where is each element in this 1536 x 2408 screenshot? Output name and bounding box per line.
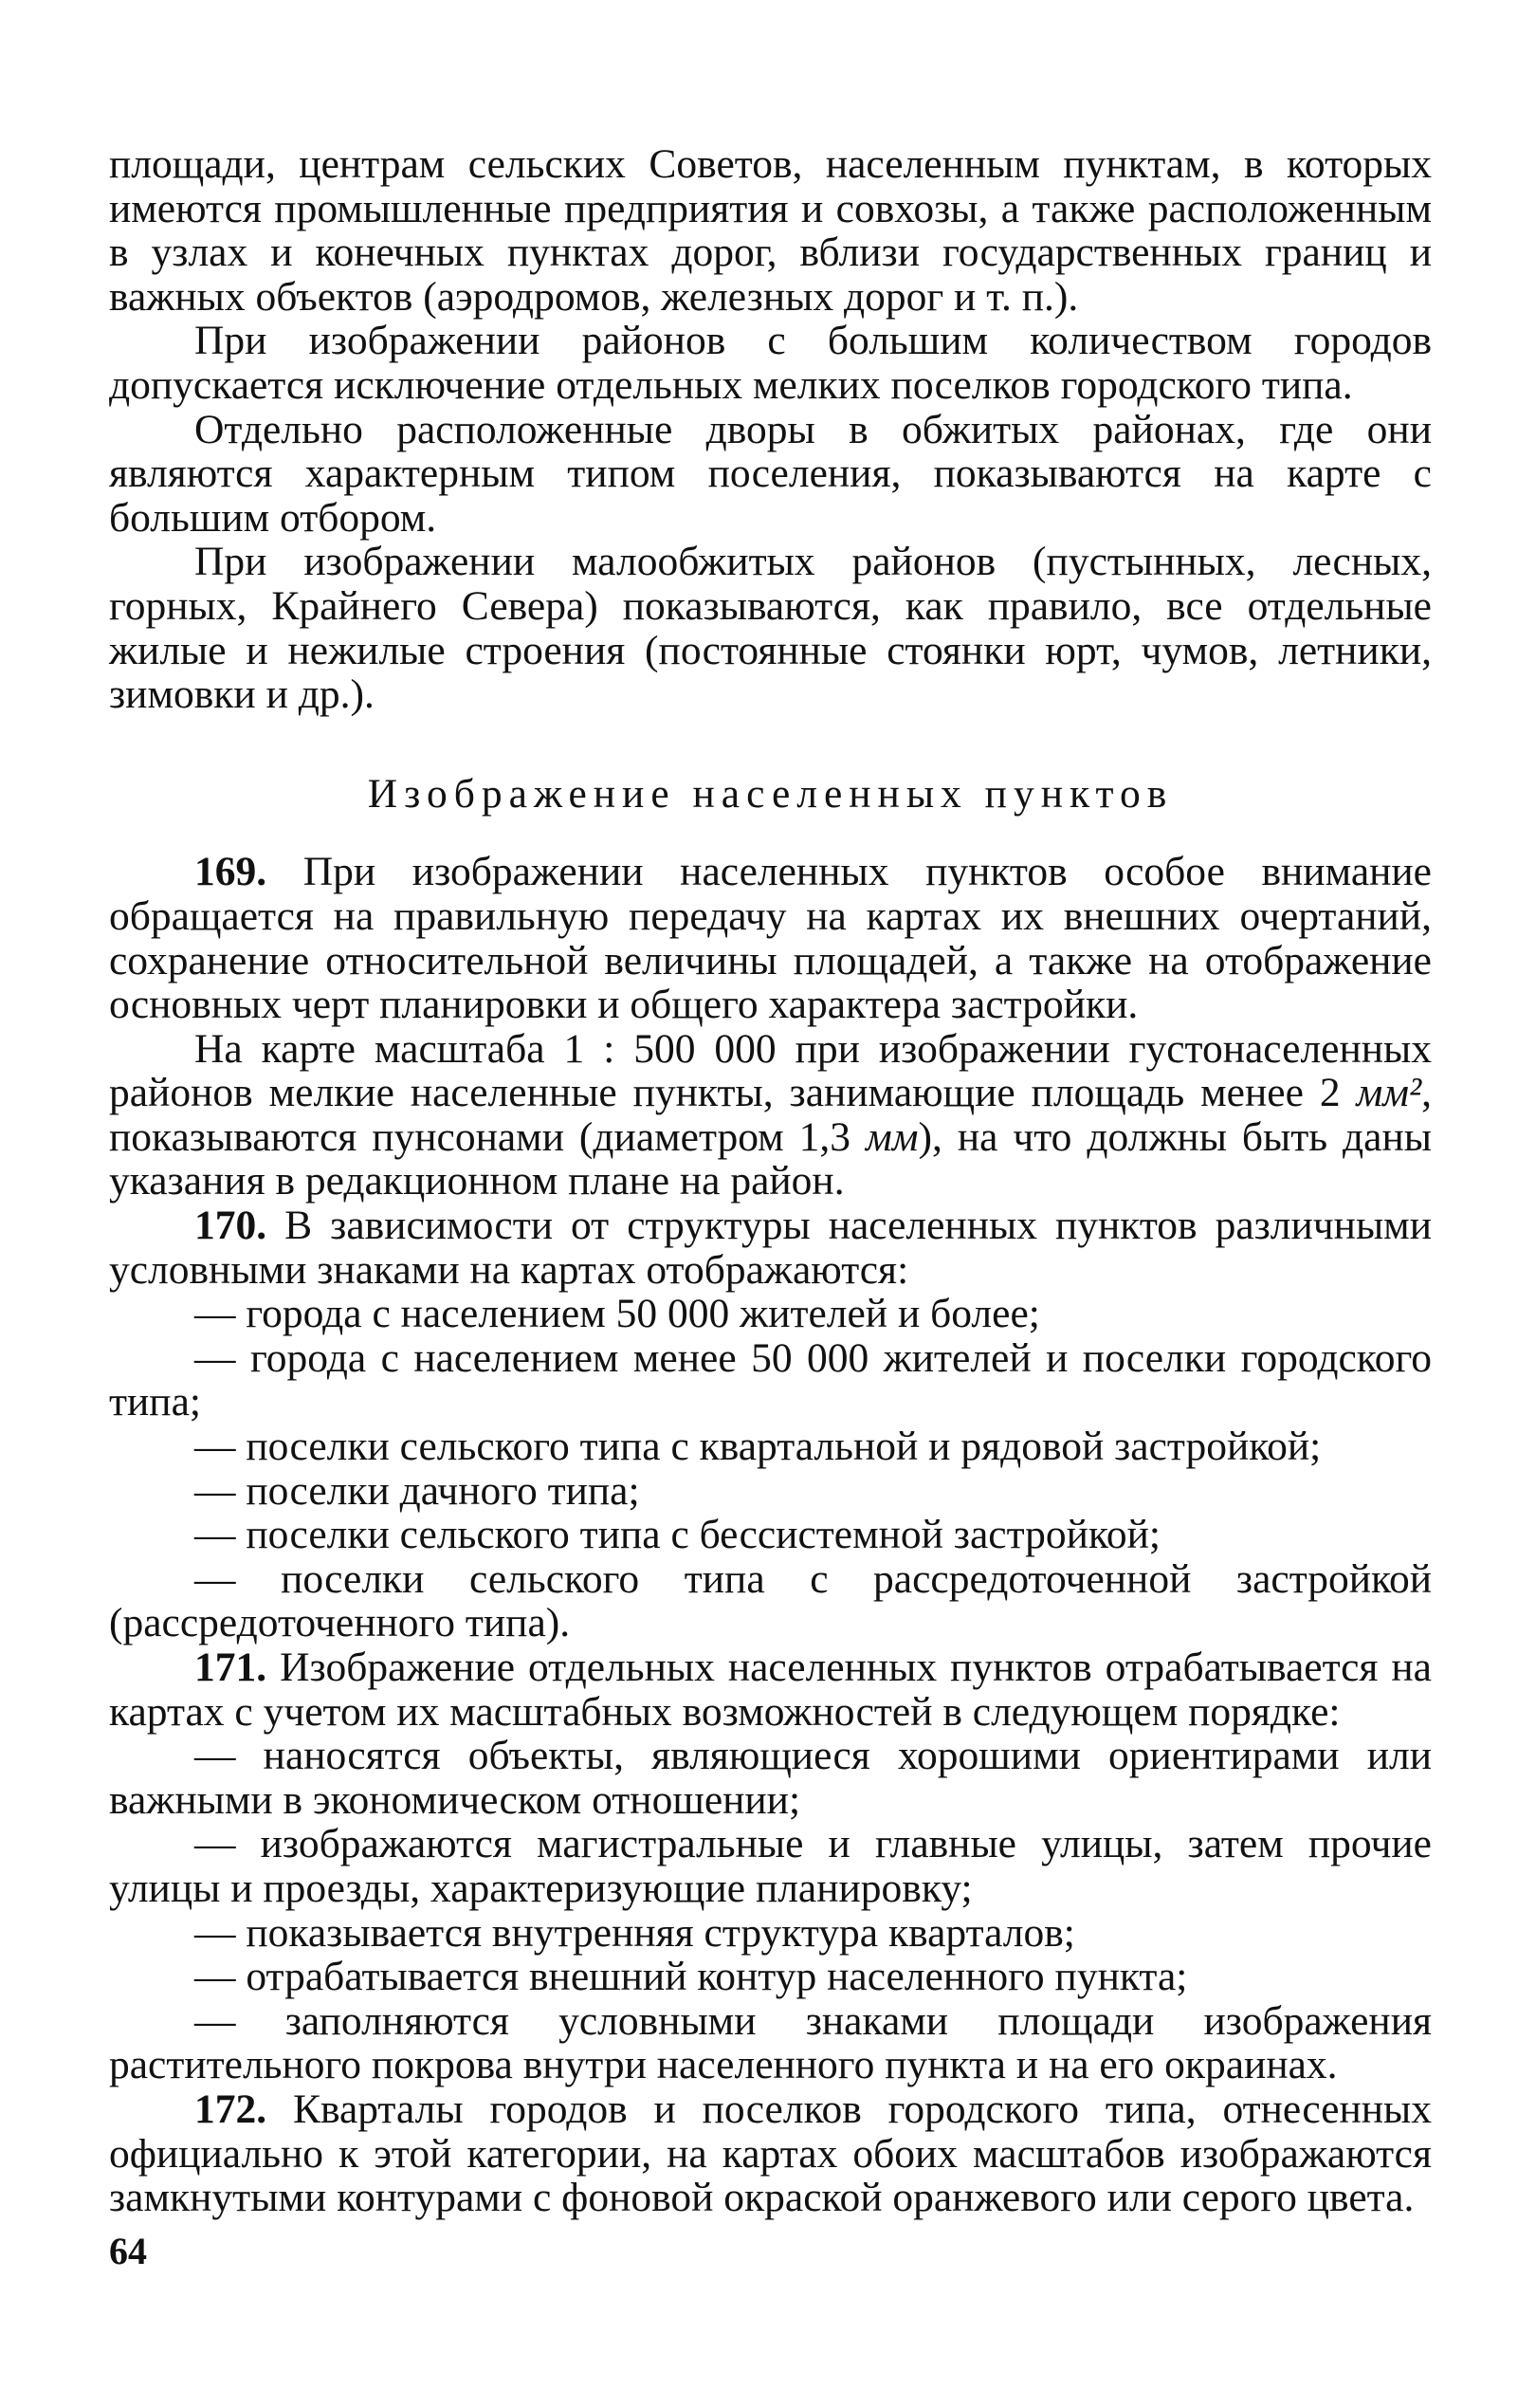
clause-number: 169. bbox=[194, 849, 267, 895]
clause-number: 170. bbox=[194, 1203, 267, 1249]
clause-text: Кварталы городов и поселков городского типа, отнесенных официально к этой категории, на картах обоих масштабов изображаются замкнутыми контурами с фоновой окраской оранжевого или серого цвета. bbox=[109, 2086, 1432, 2221]
list-item: — поселки сельского типа с квартальной и рядовой застройкой; bbox=[194, 1424, 1322, 1470]
list-item: — поселки дачного типа; bbox=[194, 1467, 640, 1514]
section-heading: Изображение населенных пунктов bbox=[367, 770, 1174, 817]
clause-text: В зависимости от структуры населенных пунктов различными условными знаками на картах отображаются: bbox=[109, 1203, 1432, 1293]
paragraph: При изображении районов с большим количеством городов допускается исключение отдельных мелких поселков городского типа. bbox=[109, 318, 1432, 408]
clause-number: 171. bbox=[194, 1645, 267, 1690]
text-run: , показываются пунсонами (диаметром 1,3 bbox=[109, 1070, 1432, 1160]
clause-172 bbox=[109, 2087, 1432, 2220]
list-item: — города с населением 50 000 жителей и более; bbox=[194, 1291, 1040, 1337]
clause-169 bbox=[109, 850, 1432, 1026]
clause-170 bbox=[109, 1204, 1432, 1292]
unit-mm2: мм² bbox=[1356, 1070, 1422, 1116]
list-item: — города с населением менее 50 000 жителей и поселки городского типа; bbox=[109, 1334, 1432, 1425]
text-run: На карте масштаба 1 : 500 000 при изображении густонаселенных районов мелкие населенные пункты, занимающие площадь менее 2 bbox=[109, 1025, 1432, 1116]
paragraph bbox=[109, 1027, 1432, 1204]
paragraph: При изображении малообжитых районов (пустынных, лесных, горных, Крайнего Севера) показываются, как правило, все отдельные жилые и нежилые строения (постоянные стоянки юрт, чумов, летники, зимовки и др.). bbox=[109, 539, 1432, 718]
list-item: — поселки сельского типа с бессистемной застройкой; bbox=[194, 1512, 1161, 1558]
paragraph: площади, центрам сельских Советов, населенным пунктам, в которых имеются промышленные предприятия и совхозы, а также расположенным в узлах и конечных пунктах дорог, вблизи государственных границ и важных объектов (аэродромов, железных дорог и т. п.). bbox=[109, 141, 1432, 320]
list-item: — изображаются магистральные и главные улицы, затем прочие улицы и проезды, характеризующие планировку; bbox=[109, 1821, 1432, 1911]
clause-text: Изображение отдельных населенных пунктов отрабатывается на картах с учетом их масштабных возможностей в следующем порядке: bbox=[109, 1645, 1432, 1735]
clause-number: 172. bbox=[194, 2086, 267, 2132]
list-item: — наносятся объекты, являющиеся хорошими ориентирами или важными в экономическом отношении; bbox=[109, 1733, 1432, 1823]
paragraph: Отдельно расположенные дворы в обжитых районах, где они являются характерным типом поселения, показываются на карте с большим отбором. bbox=[109, 406, 1432, 541]
unit-mm: мм bbox=[865, 1113, 919, 1160]
list-item: — показывается внутренняя структура кварталов; bbox=[194, 1909, 1075, 1956]
list-item: — заполняются условными знаками площади изображения растительного покрова внутри населенного пункта и на его окраинах. bbox=[109, 1997, 1432, 2088]
clause-171 bbox=[109, 1645, 1432, 1734]
list-item: — отрабатывается внешний контур населенного пункта; bbox=[194, 1954, 1188, 2000]
list-item: — поселки сельского типа с рассредоточенной застройкой (рассредоточенного типа). bbox=[109, 1555, 1432, 1646]
text-run: ), на что должны быть даны указания в редакционном плане на район. bbox=[109, 1113, 1432, 1204]
page-number: 64 bbox=[109, 2230, 147, 2272]
page-body bbox=[109, 142, 1432, 2220]
clause-text: При изображении населенных пунктов особое внимание обращается на правильную передачу на картах их внешних очертаний, сохранение относительной величины площадей, а также на отображение основных черт планировки и общего характера застройки. bbox=[109, 849, 1432, 1028]
